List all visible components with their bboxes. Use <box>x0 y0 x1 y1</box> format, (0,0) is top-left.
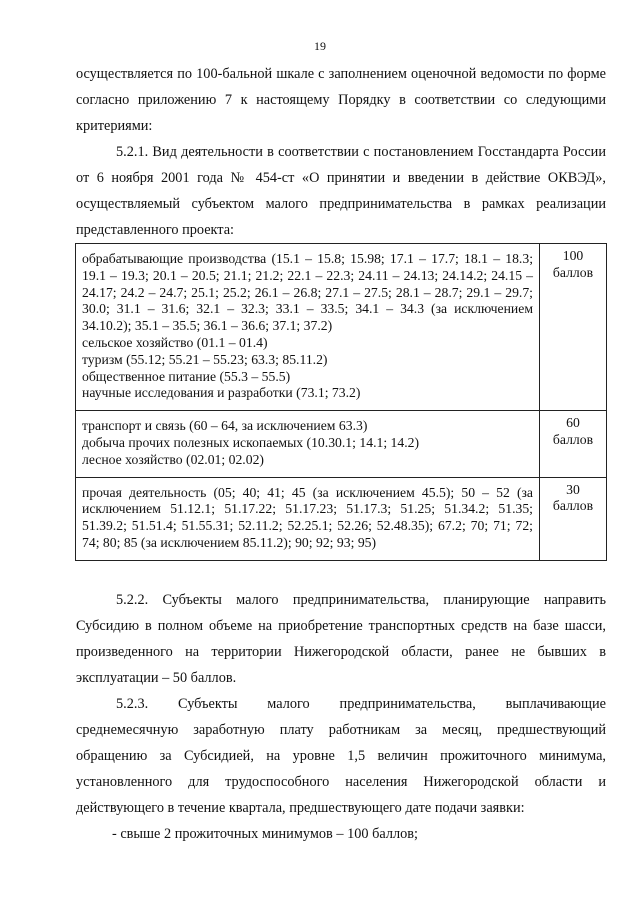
activity-line: туризм (55.12; 55.21 – 55.23; 63.3; 85.11.2) <box>82 351 328 367</box>
activity-cell <box>76 411 540 477</box>
table-row <box>76 411 607 477</box>
activity-cell <box>76 244 540 411</box>
score-unit: баллов <box>552 264 594 280</box>
table-row <box>76 477 607 560</box>
activity-line: обрабатывающие производства (15.1 – 15.8; 15.98; 17.1 – 17.7; 18.1 – 18.3; 19.1 – 19.3; 20.1 – 20.5; 21.1; 21.2; 22.1 – 22.3; 24.11 – 24.13; 24.14.2; 24.15 – 24.17; 24.2 – 24.7; 25.1; 25.2; 26.1 – 26.8; 27.1 – 27.5; 28.1 – 28.7; 29.1 – 29.7; 30.0; 31.1 – 31.6; 32.1 – 32.3; 33.1 – 33.5; 34.1 – 34.3 (за исключением 34.10.2); 35.1 – 35.5; 36.1 – 36.6; 37.1; 37.2) <box>82 251 533 334</box>
score-cell <box>540 244 607 411</box>
intro-paragraph: осуществляется по 100-бальной шкале с заполнением оценочной ведомости по форме согласно приложению 7 к настоящему Порядку в соответствии со следующими критериями: <box>76 66 606 134</box>
section-5-2-1-paragraph: 5.2.1. Вид деятельности в соответствии с постановлением Госстандарта России от 6 ноября 2001 года № 454-ст «О принятии и введении в действие ОКВЭД», осуществляемый субъектом малого предпринимательства в рамках реализации представленного проекта: <box>76 144 606 238</box>
activity-line: общественное питание (55.3 – 55.5) <box>82 368 291 384</box>
score-value: 100 <box>562 248 584 263</box>
activity-line: сельское хозяйство (01.1 – 01.4) <box>82 334 268 350</box>
section-5-2-3-paragraph: 5.2.3. Субъекты малого предпринимательства, выплачивающие среднемесячную заработную плату работникам за месяц, предшествующий обращению за Субсидией, на уровне 1,5 величин прожиточного минимума, установленного для трудоспособного населения Нижегородской области и действующего в течение квартала, предшествующего дате подачи заявки: <box>76 696 606 816</box>
activity-line: добыча прочих полезных ископаемых (10.30.1; 14.1; 14.2) <box>82 434 420 450</box>
activity-cell <box>76 477 540 560</box>
table-row <box>76 244 607 411</box>
score-unit: баллов <box>552 498 594 514</box>
activity-line: научные исследования и разработки (73.1; 73.2) <box>82 385 361 401</box>
score-cell <box>540 477 607 560</box>
activity-line: прочая деятельность (05; 40; 41; 45 (за исключением 45.5); 50 – 52 (за исключением 51.12.1; 51.17.22; 51.17.23; 51.17.3; 51.25; 51.34.2; 51.35; 51.39.2; 51.51.4; 51.55.31; 52.11.2; 52.25.1; 52.26; 52.48.35); 67.2; 70; 71; 72; 74; 80; 85 (за исключением 85.11.2); 90; 92; 93; 95) <box>82 484 533 550</box>
score-value: 30 <box>566 481 580 497</box>
activity-line: транспорт и связь (60 – 64, за исключением 63.3) <box>82 418 368 434</box>
section-5-2-2-paragraph: 5.2.2. Субъекты малого предпринимательства, планирующие направить Субсидию в полном объеме на приобретение транспортных средств на базе шасси, произведенного на территории Нижегородской области, ранее не бывших в эксплуатации – 50 баллов. <box>76 592 606 686</box>
page-number: 19 <box>314 39 326 53</box>
bullet-item: - свыше 2 прожиточных минимумов – 100 баллов; <box>112 826 418 842</box>
criteria-table <box>75 243 607 561</box>
activity-line: лесное хозяйство (02.01; 02.02) <box>82 451 264 467</box>
score-cell <box>540 411 607 477</box>
score-value: 60 <box>566 415 580 431</box>
score-unit: баллов <box>552 431 594 447</box>
